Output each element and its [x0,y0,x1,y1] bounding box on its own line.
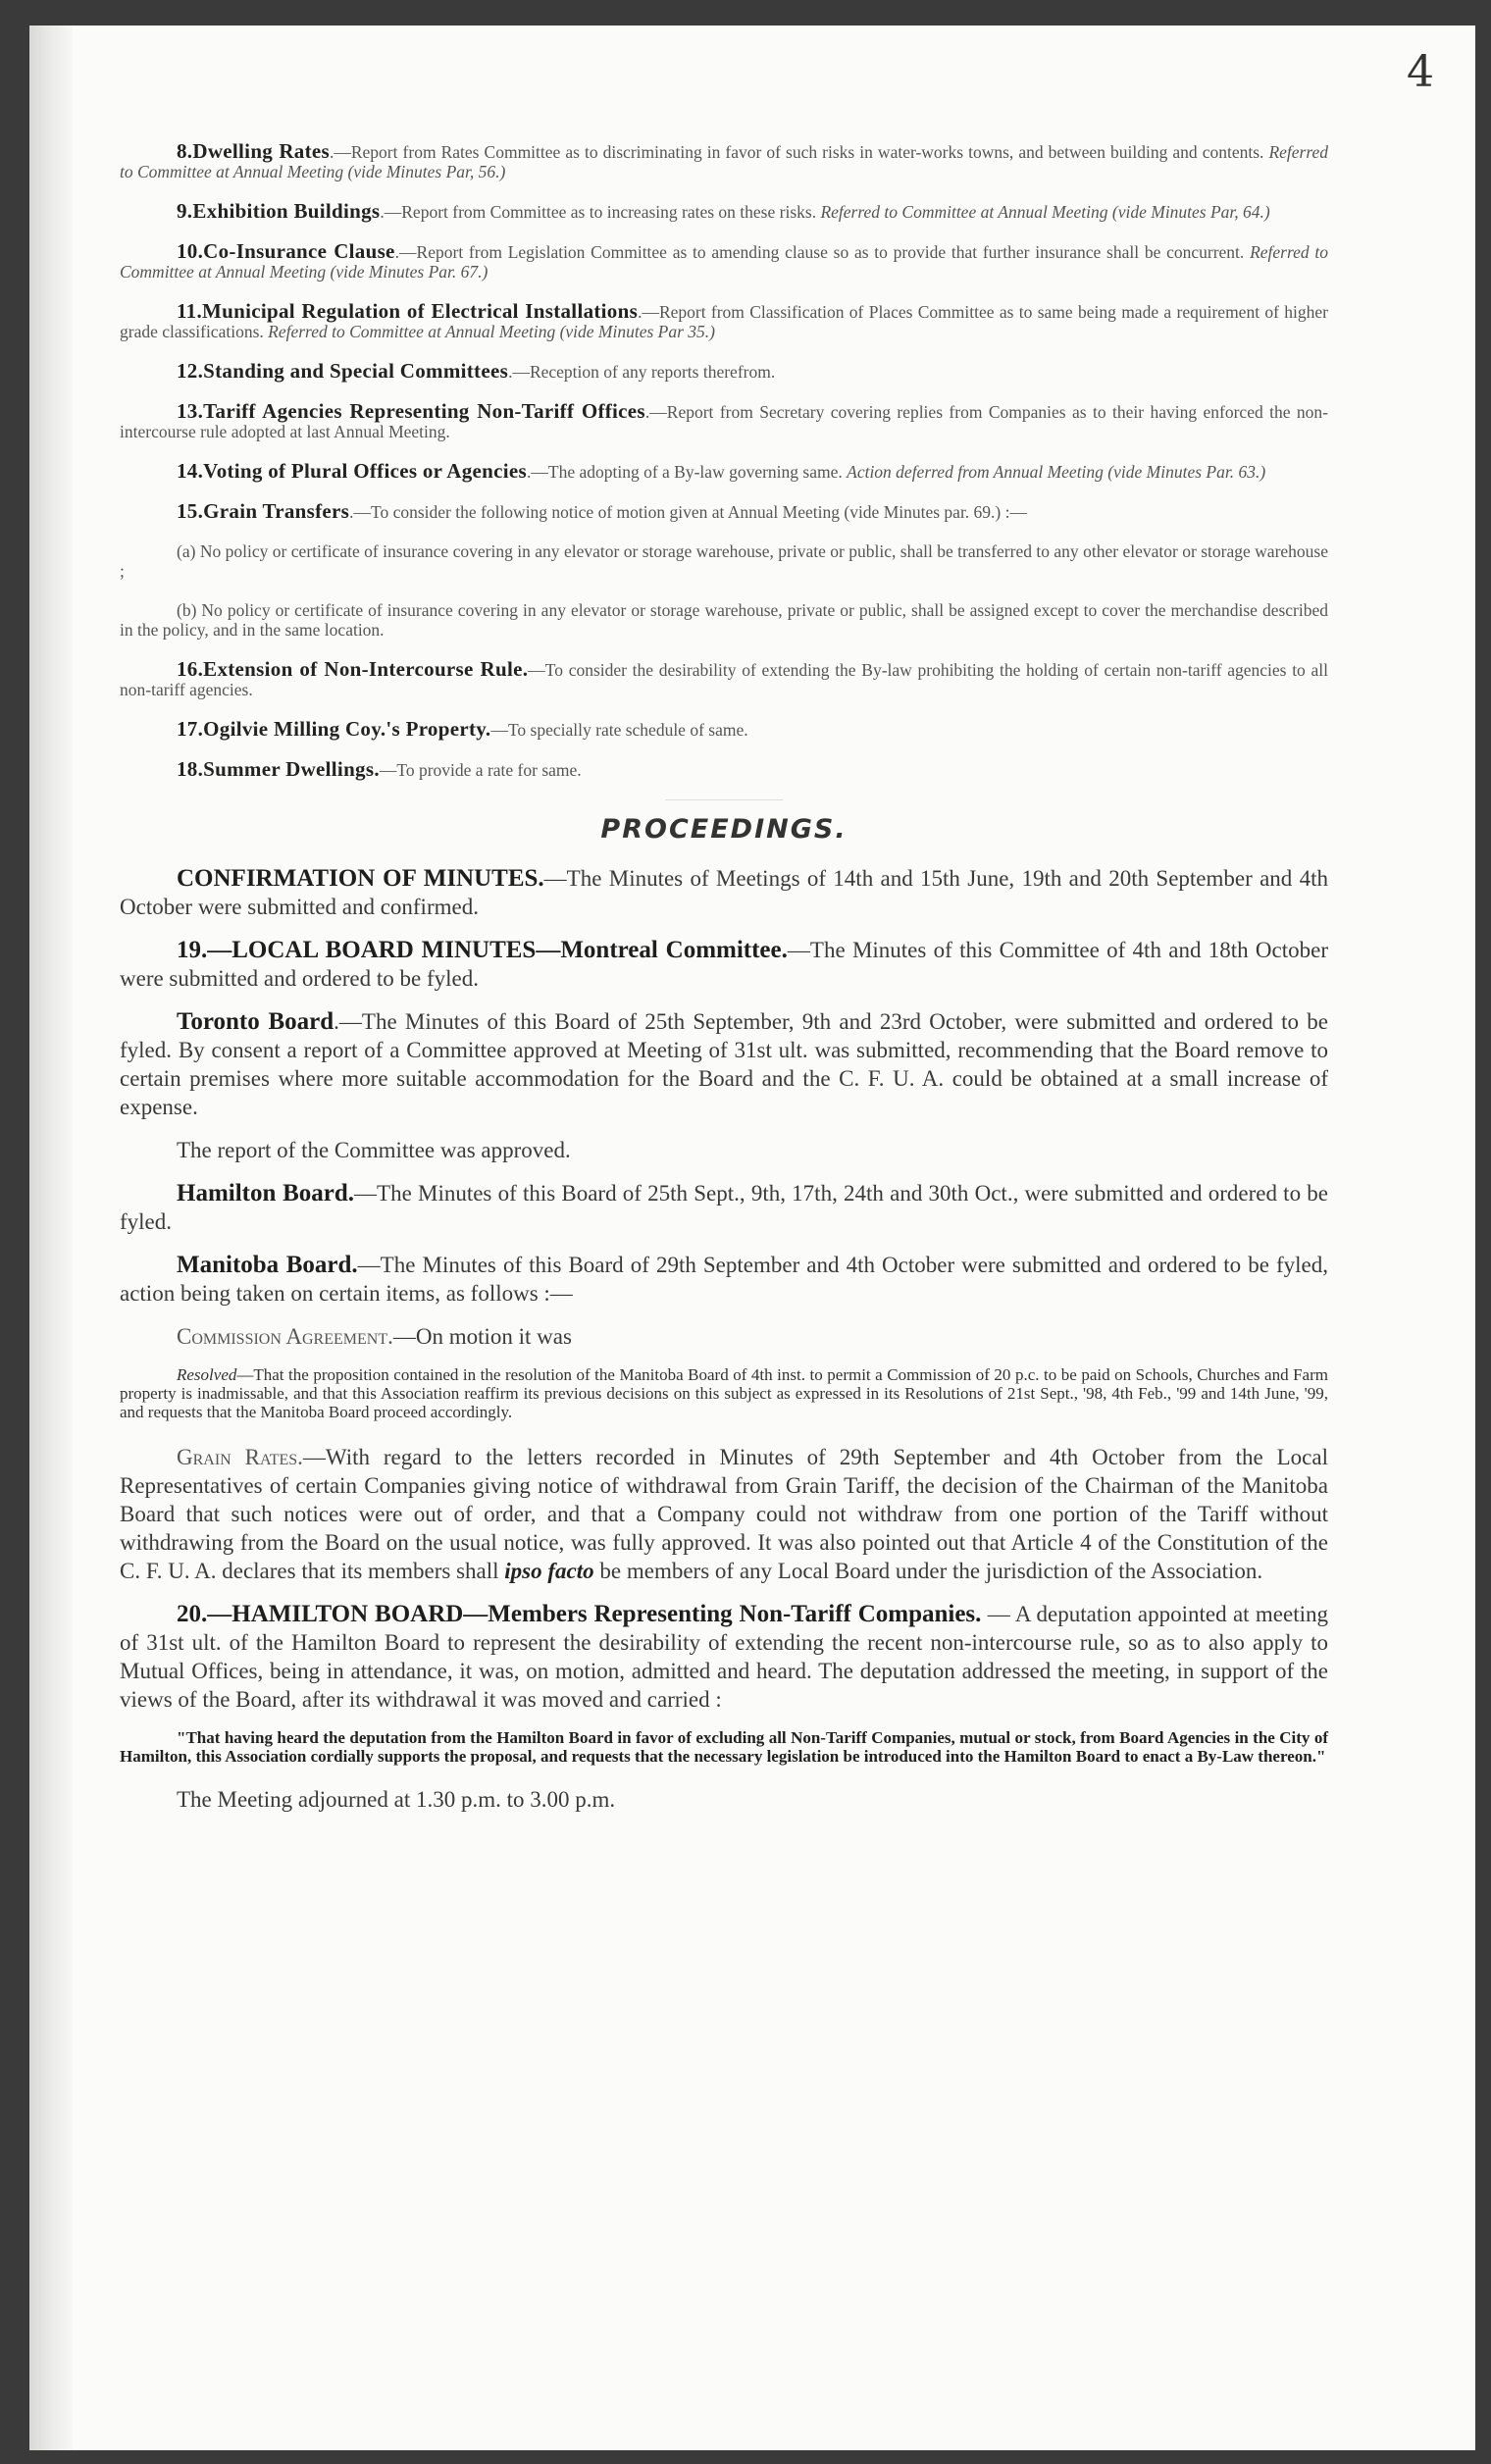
agenda-item [120,719,1328,740]
agenda-item [120,461,1328,482]
agenda-item-reference: Referred to Committee at Annual Meeting (vide Minutes Par, 56.) [120,142,1329,181]
agenda-item-body: —To provide a rate for same. [379,760,582,780]
agenda-item-body: .—Report from Rates Committee as to discriminating in favor of such risks in water-works towns, and between building and contents. [329,142,1264,162]
local-board-paragraph [120,936,1328,993]
agenda-item-number: 14. [177,459,204,483]
paragraph-heading: Manitoba Board. [177,1252,358,1278]
agenda-item-number: 8. [177,139,193,163]
hamilton-board-paragraph [120,1179,1328,1236]
confirmation-paragraph [120,864,1328,921]
agenda-item-number: 15. [177,499,204,523]
adjournment-paragraph: The Meeting adjourned at 1.30 p.m. to 3.00 p.m. [177,1787,616,1812]
paragraph-body: —On motion it was [392,1324,572,1349]
agenda-item-number: 10. [177,239,204,263]
agenda-item [120,759,1328,780]
agenda-item-title: Summer Dwellings. [203,757,380,781]
document-page [29,26,1475,2450]
agenda-item-title: Ogilvie Milling Coy.'s Property. [203,717,491,741]
section-divider [665,799,783,800]
paragraph-body: —The Minutes of this Board of 25th Sept., 9th, 17th, 24th and 30th Oct., were submitted and ordered to be fyled. [120,1181,1328,1234]
paragraph-body: —The Minutes of this Board of 29th September and 4th October were submitted and ordered to be fyled, action being taken on certain items, as follows :— [120,1253,1328,1306]
resolved-quote [120,1365,1328,1421]
paragraph-body: —The Minutes of this Committee of 4th and 18th October were submitted and ordered to be fyled. [120,938,1328,991]
proceedings-heading: PROCEEDINGS. [600,814,848,845]
paragraph-heading: 20.—HAMILTON BOARD—Members Representing Non-Tariff Companies. [177,1601,982,1627]
agenda-item-body: .—The adopting of a By-law governing same. [527,462,843,482]
agenda-item-title: Voting of Plural Offices or Agencies [203,459,528,483]
agenda-item [120,659,1328,699]
paragraph-heading: Commission Agreement. [177,1324,393,1349]
paragraph-heading: Grain Rates. [177,1445,303,1469]
agenda-item-title: Grain Transfers [203,499,350,523]
agenda-item-number: 16. [177,657,204,681]
hamilton-resolution-quote: "That having heard the deputation from the Hamilton Board in favor of excluding all Non-Tariff Companies, mutual or stock, from Board Agencies in the City of Hamilton, this Association cordially supports the proposal, and requests that the necessary legislation be introduced into the Hamilton Board to enact a By-Law thereon." [120,1728,1328,1766]
agenda-item [120,141,1328,181]
agenda-item [120,501,1328,522]
agenda-item-body: —To specially rate schedule of same. [490,720,748,740]
agenda-item-title: Standing and Special Committees [203,359,509,383]
agenda-item-body: .—To consider the following notice of motion given at Annual Meeting (vide Minutes par. 69.) :— [349,502,1027,522]
agenda-item-title: Municipal Regulation of Electrical Installations [202,299,639,323]
agenda-item [120,401,1328,441]
agenda-item-title: Exhibition Buildings [192,199,381,223]
agenda-item [120,361,1328,382]
agenda-item-title: Co-Insurance Clause [203,239,395,263]
paragraph-emphasis: ipso facto [504,1559,594,1583]
agenda-item-number: 12. [177,359,204,383]
agenda-item-reference: Referred to Committee at Annual Meeting (vide Minutes Par, 64.) [820,202,1270,222]
grain-rates-paragraph [120,1443,1328,1585]
paragraph-body-continued: be members of any Local Board under the jurisdiction of the Association. [593,1559,1263,1583]
paragraph-heading: 19.—LOCAL BOARD MINUTES—Montreal Committee. [177,937,788,963]
agenda-item-body: .—Report from Legislation Committee as to amending clause so as to provide that further insurance shall be concurrent. [394,242,1245,262]
paragraph-heading: Toronto Board [177,1008,334,1035]
resolved-body: —That the proposition contained in the resolution of the Manitoba Board of 4th inst. to permit a Commission of 20 p.c. to be paid on Schools, Churches and Farm property is inadmissable, and that this Association reaffirm its previous decisions on this subject as expressed in its Resolutions of 21st Sept., '98, 4th Feb., '99 and 14th June, '99, and requests that the Manitoba Board proceed accordingly. [120,1365,1328,1421]
report-approved-paragraph: The report of the Committee was approved. [177,1138,571,1162]
paragraph-body: — A deputation appointed at meeting of 31st ult. of the Hamilton Board to represent the desirability of extending the recent non-intercourse rule, so as to also apply to Mutual Offices, being in attendance, it was, on motion, admitted and heard. The deputation addressed the meeting, in support of the views of the Board, after its withdrawal it was moved and carried : [120,1602,1328,1712]
agenda-item [120,241,1328,282]
paragraph-body: .—The Minutes of this Board of 25th September, 9th and 23rd October, were submitted and ordered to be fyled. By consent a report of a Committee approved at Meeting of 31st ult. was submitted, recommending that the Board remove to certain premises where more suitable accommodation for the Board and the C. F. U. A. could be obtained at a small increase of expense. [120,1009,1328,1119]
grain-clause-b: (b) No policy or certificate of insurance covering in any elevator or storage warehouse, private or public, shall be assigned except to cover the merchandise described in the policy, and in the same location. [120,600,1328,640]
agenda-item [120,201,1328,222]
agenda-item-title: Tariff Agencies Representing Non-Tariff Offices [203,399,645,423]
agenda-item-number: 17. [177,717,204,741]
agenda-item-title: Dwelling Rates [192,139,330,163]
agenda-item-reference: Referred to Committee at Annual Meeting (vide Minutes Par 35.) [268,322,716,341]
manitoba-board-paragraph [120,1251,1328,1308]
agenda-item-body: .—Report from Secretary covering replies from Companies as to their having enforced the non-intercourse rule adopted at last Annual Meeting. [120,402,1328,441]
agenda-item-number: 18. [177,757,204,781]
paragraph-body: —With regard to the letters recorded in Minutes of 29th September and 4th October from the Local Representatives of certain Companies giving notice of withdrawal from Grain Tariff, the decision of the Chairman of the Manitoba Board that such notices were out of order, and that a Company could not withdraw from one portion of the Tariff without withdrawing from the Board on the usual notice, was fully approved. It was also pointed out that Article 4 of the Constitution of the C. F. U. A. declares that its members shall [120,1445,1328,1583]
resolved-lead: Resolved [177,1365,237,1384]
page-number: 4 [1407,47,1434,97]
agenda-item-number: 11. [177,299,202,323]
grain-clause-a: (a) No policy or certificate of insurance covering in any elevator or storage warehouse, private or public, shall be transferred to any other elevator or storage warehouse ; [120,541,1328,581]
agenda-item [120,301,1328,341]
toronto-board-paragraph [120,1007,1328,1121]
agenda-item-body: .—Report from Committee as to increasing rates on these risks. [380,202,817,222]
agenda-item-number: 13. [177,399,204,423]
page-content [120,141,1328,1828]
agenda-item-number: 9. [177,199,193,223]
paragraph-heading: Hamilton Board. [177,1180,355,1206]
agenda-item-body: —To consider the desirability of extending the By-law prohibiting the holding of certain non-tariff agencies to all non-tariff agencies. [120,660,1328,699]
page-binding-shadow [29,26,73,2450]
commission-agreement-paragraph [120,1322,1328,1351]
hamilton-non-tariff-paragraph [120,1600,1328,1714]
agenda-item-reference: Referred to Committee at Annual Meeting (vide Minutes Par. 67.) [120,242,1329,282]
paragraph-body: —The Minutes of Meetings of 14th and 15th June, 19th and 20th September and 4th October were submitted and confirmed. [120,866,1328,919]
agenda-item-title: Extension of Non-Intercourse Rule. [203,657,529,681]
agenda-item-body: .—Report from Classification of Places Committee as to same being made a requirement of higher grade classifications. [120,302,1329,341]
paragraph-heading: CONFIRMATION OF MINUTES. [177,865,544,892]
agenda-item-reference: Action deferred from Annual Meeting (vide Minutes Par. 63.) [847,462,1266,482]
agenda-item-body: .—Reception of any reports therefrom. [508,362,776,382]
